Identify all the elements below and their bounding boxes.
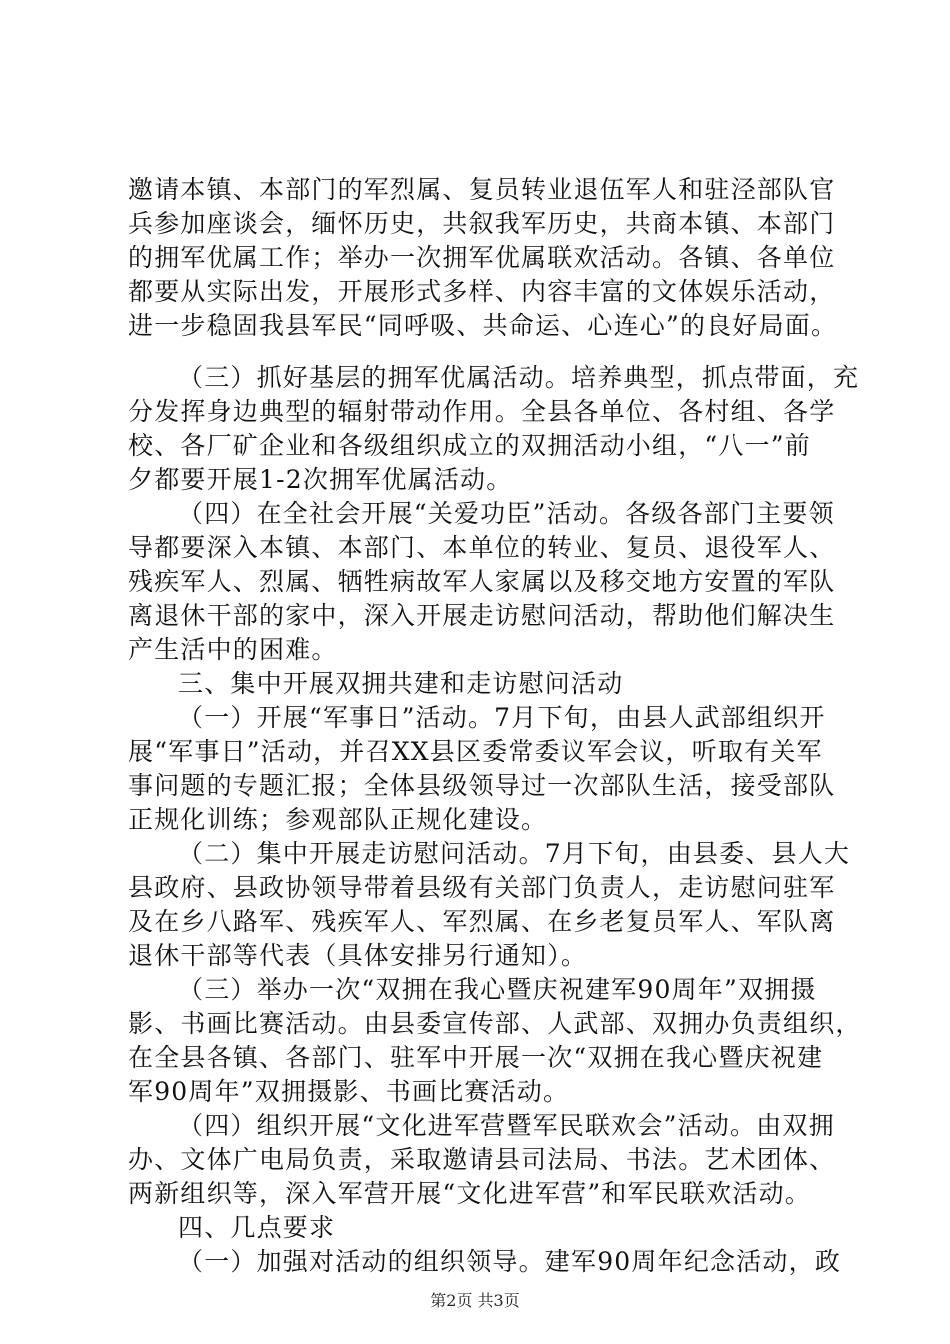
body-text-line: 及在乡八路军、残疾军人、军烈属、在乡老复员军人、军队离 [128, 907, 836, 936]
body-text-line: 都要从实际出发，开展形式多样、内容丰富的文体娱乐活动， [128, 277, 836, 306]
body-text-line: 分发挥身边典型的辐射带动作用。全县各单位、各村组、各学 [128, 397, 836, 426]
body-text-line: 兵参加座谈会，缅怀历史，共叙我军历史，共商本镇、本部门 [128, 209, 836, 238]
body-text-line: 退休干部等代表（具体安排另行通知）。 [128, 941, 588, 970]
body-text-line: 军90周年”双拥摄影、书画比赛活动。 [128, 1077, 570, 1106]
body-text-line: 的拥军优属工作；举办一次拥军优属联欢活动。各镇、各单位 [128, 243, 836, 272]
body-text-line: 办、文体广电局负责，采取邀请县司法局、书法。艺术团体、 [128, 1145, 836, 1174]
body-text-line: 校、各厂矿企业和各级组织成立的双拥活动小组，“八一”前 [128, 431, 811, 460]
body-text-line: （一）开展“军事日”活动。7月下旬，由县人武部组织开 [178, 703, 826, 732]
body-text-line: 离退休干部的家中，深入开展走访慰问活动，帮助他们解决生 [128, 601, 836, 630]
body-text-line: 县政府、县政协领导带着县级有关部门负责人，走访慰问驻军 [128, 873, 836, 902]
body-text-line: 事问题的专题汇报；全体县级领导过一次部队生活，接受部队 [128, 771, 836, 800]
body-text-line: （三）举办一次“双拥在我心暨庆祝建军90周年”双拥摄 [178, 975, 817, 1004]
section-heading: 四、几点要求 [178, 1213, 336, 1242]
page-number-footer: 第2页 共3页 [430, 1291, 520, 1310]
section-heading: 三、集中开展双拥共建和走访慰问活动 [178, 669, 624, 698]
body-text-line: 在全县各镇、各部门、驻军中开展一次“双拥在我心暨庆祝建 [128, 1043, 824, 1072]
body-text-line: （二）集中开展走访慰问活动。7月下旬，由县委、县人大 [178, 839, 851, 868]
body-text-line: （三）抓好基层的拥军优属活动。培养典型，抓点带面，充 [178, 363, 860, 392]
body-text-line: （四）组织开展“文化进军营暨军民联欢会”活动。由双拥 [178, 1111, 835, 1140]
body-text-line: 正规化训练；参观部队正规化建设。 [128, 805, 548, 834]
body-text-line: 夕都要开展1-2次拥军优属活动。 [128, 465, 513, 494]
body-text-line: 影、书画比赛活动。由县委宣传部、人武部、双拥办负责组织， [128, 1009, 862, 1038]
body-text-line: 产生活中的困难。 [128, 635, 338, 664]
body-text-line: （四）在全社会开展“关爱功臣”活动。各级各部门主要领 [178, 499, 835, 528]
body-text-line: 进一步稳固我县军民“同呼吸、共命运、心连心”的良好局面。 [128, 311, 838, 340]
body-text-line: 残疾军人、烈属、牺牲病故军人家属以及移交地方安置的军队 [128, 567, 836, 596]
body-text-line: 邀请本镇、本部门的军烈属、复员转业退伍军人和驻泾部队官 [128, 175, 836, 204]
body-text-line: 导都要深入本镇、本部门、本单位的转业、复员、退役军人、 [128, 533, 836, 562]
body-text-line: 两新组织等，深入军营开展“文化进军营”和军民联欢活动。 [128, 1179, 811, 1208]
body-text-line: 展“军事日”活动，并召XX县区委常委议军会议，听取有关军 [128, 737, 823, 766]
body-text-line-overflow: （一）加强对活动的组织领导。建军90周年纪念活动，政 [178, 1247, 842, 1276]
